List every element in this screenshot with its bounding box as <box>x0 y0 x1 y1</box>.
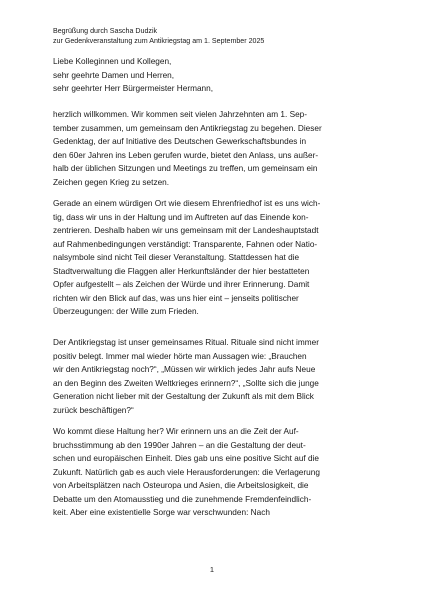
header-title: Begrüßung durch Sascha Dudzik <box>53 27 158 35</box>
text-line: keit. Aber eine existentielle Sorge war verschwunden: Nach <box>53 508 270 517</box>
text-line: Gedenktag, der auf Initiative des Deutschen Gewerkschaftsbundes in <box>53 137 307 146</box>
salutation-line: sehr geehrter Herr Bürgermeister Hermann, <box>53 84 214 93</box>
page-header <box>53 27 264 46</box>
text-line: von Arbeitsplätzen nach Osteuropa und Asien, die Arbeitslosigkeit, die <box>53 481 309 490</box>
text-line: Wo kommt diese Haltung her? Wir erinnern uns an die Zeit der Auf- <box>53 427 299 436</box>
text-line: Generation nicht lieber mit der Gestaltung der Zukunft als mit dem Blick <box>53 392 314 401</box>
text-line: schen und europäischen Einheit. Dies gab uns eine positive Sicht auf die <box>53 454 320 463</box>
paragraph-2 <box>53 197 381 319</box>
text-line: bruchsstimmung ab den 1990er Jahren – an die Gestaltung der deut- <box>53 440 306 450</box>
text-line: zentrieren. Deshalb haben wir uns gemeinsam mit der Landeshauptstadt <box>53 226 319 235</box>
text-line: tember zusammen, um gemeinsam den Antikriegstag zu begehen. Dieser <box>53 123 322 133</box>
text-line: zurück beschäftigen?“ <box>53 405 134 415</box>
text-line: Zukunft. Natürlich gab es auch viele Herausforderungen: die Verlagerung <box>53 467 320 477</box>
text-line: auf Rahmenbedingungen verständigt: Transparente, Fahnen oder Natio- <box>53 239 318 249</box>
text-line: tig, dass wir uns in der Haltung und im Auftreten auf das Einende kon- <box>53 212 309 222</box>
text-line: Gerade an einem würdigen Ort wie diesem Ehrenfriedhof ist es uns wich- <box>53 199 321 208</box>
salutation-line: sehr geehrte Damen und Herren, <box>53 70 175 80</box>
text-line: den 60er Jahren ins Leben gerufen wurde, bietet den Anlass, uns außer- <box>53 150 319 160</box>
header-subtitle: zur Gedenkveranstaltung zum Antikriegstag am 1. September 2025 <box>53 36 265 45</box>
text-line: richten wir den Blick auf das, was uns hier eint – jenseits politischer <box>53 293 299 303</box>
salutation-line: Liebe Kolleginnen und Kollegen, <box>53 57 172 66</box>
text-line: wir den Antikriegstag noch?“, „Müssen wir wirklich jedes Jahr aufs Neue <box>53 365 316 374</box>
paragraph-1 <box>53 108 381 189</box>
salutation-block <box>53 55 381 96</box>
text-line: nalsymbole sind nicht Teil dieser Veranstaltung. Stattdessen hat die <box>53 253 300 262</box>
text-line: Stadtverwaltung die Flaggen aller Herkunftsländer der hier bestatteten <box>53 266 310 276</box>
text-line: Opfer aufgestellt – als Zeichen der Würde und ihrer Erinnerung. Damit <box>53 280 310 289</box>
page-number: 1 <box>209 565 215 574</box>
text-line: halb der üblichen Sitzungen und Meetings zu treffen, um gemeinsam ein <box>53 164 318 173</box>
text-line: Der Antikriegstag ist unser gemeinsames Ritual. Rituale sind nicht immer <box>53 338 319 347</box>
text-line: Debatte um den Atomausstieg und die zunehmende Fremdenfeindlich- <box>53 494 312 504</box>
text-line: Überzeugungen: der Wille zum Frieden. <box>53 307 199 316</box>
text-line: herzlich willkommen. Wir kommen seit vielen Jahrzehnten am 1. Sep- <box>53 110 308 119</box>
text-line: Zeichen gegen Krieg zu setzen. <box>53 177 170 187</box>
paragraph-3 <box>53 336 381 417</box>
text-line: positiv belegt. Immer mal wieder hörte man Aussagen wie: „Brauchen <box>53 351 307 361</box>
paragraph-4 <box>53 425 381 520</box>
text-line: an den Beginn des Zweiten Weltkrieges erinnern?“, „Sollte sich die junge <box>53 378 319 388</box>
